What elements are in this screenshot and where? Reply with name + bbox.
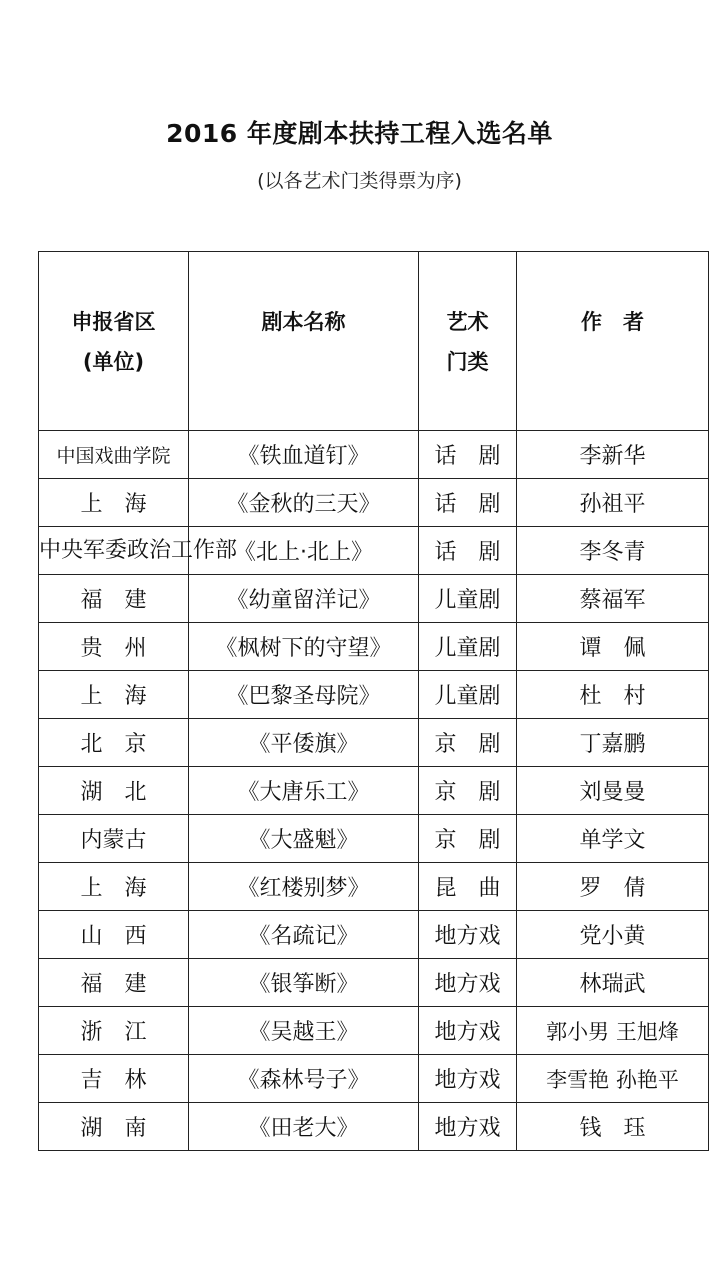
cell-unit: 湖 南 <box>39 1103 189 1151</box>
cell-category: 地方戏 <box>419 911 517 959</box>
cell-unit: 内蒙古 <box>39 815 189 863</box>
cell-category: 京 剧 <box>419 767 517 815</box>
cell-author: 杜 村 <box>517 671 709 719</box>
cell-name: 《巴黎圣母院》 <box>189 671 419 719</box>
table-row <box>39 1055 709 1103</box>
cell-author: 林瑞武 <box>517 959 709 1007</box>
table-row <box>39 671 709 719</box>
cell-unit: 北 京 <box>39 719 189 767</box>
table-header-row <box>39 252 709 431</box>
cell-name: 《大唐乐工》 <box>189 767 419 815</box>
cell-author: 李新华 <box>517 431 709 479</box>
header-category-line2: 门类 <box>446 350 489 374</box>
page-subtitle: (以各艺术门类得票为序) <box>257 170 462 192</box>
cell-unit: 吉 林 <box>39 1055 189 1103</box>
cell-category: 昆 曲 <box>419 863 517 911</box>
header-name-label: 剧本名称 <box>261 310 346 334</box>
cell-name: 《北上·北上》 <box>189 527 419 575</box>
cell-author: 丁嘉鹏 <box>517 719 709 767</box>
header-name <box>189 252 419 431</box>
cell-name: 《幼童留洋记》 <box>189 575 419 623</box>
cell-name: 《红楼别梦》 <box>189 863 419 911</box>
cell-unit: 上 海 <box>39 863 189 911</box>
cell-unit: 湖 北 <box>39 767 189 815</box>
cell-author: 郭小男 王旭烽 <box>517 1007 709 1055</box>
table-row <box>39 767 709 815</box>
cell-category: 京 剧 <box>419 815 517 863</box>
table-row <box>39 911 709 959</box>
cell-unit: 山 西 <box>39 911 189 959</box>
header-author-label: 作 者 <box>581 310 644 334</box>
cell-category: 话 剧 <box>419 479 517 527</box>
cell-name: 《铁血道钉》 <box>189 431 419 479</box>
cell-category: 地方戏 <box>419 1055 517 1103</box>
cell-name: 《大盛魁》 <box>189 815 419 863</box>
cell-unit: 福 建 <box>39 959 189 1007</box>
cell-category: 儿童剧 <box>419 623 517 671</box>
cell-category: 儿童剧 <box>419 575 517 623</box>
cell-category: 话 剧 <box>419 527 517 575</box>
cell-name: 《森林号子》 <box>189 1055 419 1103</box>
cell-name: 《吴越王》 <box>189 1007 419 1055</box>
table-row <box>39 815 709 863</box>
cell-unit: 福 建 <box>39 575 189 623</box>
selection-table <box>38 251 709 1151</box>
cell-category: 地方戏 <box>419 959 517 1007</box>
cell-name: 《枫树下的守望》 <box>189 623 419 671</box>
cell-unit: 贵 州 <box>39 623 189 671</box>
cell-unit: 中央军委政治工作部 <box>39 527 189 575</box>
header-author <box>517 252 709 431</box>
cell-name: 《银筝断》 <box>189 959 419 1007</box>
table-row <box>39 623 709 671</box>
cell-author: 李冬青 <box>517 527 709 575</box>
cell-name: 《名疏记》 <box>189 911 419 959</box>
cell-unit: 上 海 <box>39 671 189 719</box>
cell-name: 《金秋的三天》 <box>189 479 419 527</box>
cell-name: 《田老大》 <box>189 1103 419 1151</box>
cell-category: 地方戏 <box>419 1007 517 1055</box>
cell-author: 单学文 <box>517 815 709 863</box>
cell-name: 《平倭旗》 <box>189 719 419 767</box>
table-row <box>39 575 709 623</box>
table-row <box>39 1103 709 1151</box>
cell-author: 刘曼曼 <box>517 767 709 815</box>
table-row <box>39 431 709 479</box>
cell-category: 京 剧 <box>419 719 517 767</box>
table-row <box>39 1007 709 1055</box>
table-row <box>39 479 709 527</box>
cell-category: 儿童剧 <box>419 671 517 719</box>
page-title: 2016 年度剧本扶持工程入选名单 <box>166 119 553 148</box>
table-row <box>39 863 709 911</box>
cell-author: 钱 珏 <box>517 1103 709 1151</box>
cell-author: 罗 倩 <box>517 863 709 911</box>
header-unit <box>39 252 189 431</box>
header-unit-line1: 申报省区 <box>71 310 156 334</box>
cell-author: 孙祖平 <box>517 479 709 527</box>
cell-category: 地方戏 <box>419 1103 517 1151</box>
cell-author: 党小黄 <box>517 911 709 959</box>
header-unit-line2: (单位) <box>82 350 145 374</box>
cell-author: 李雪艳 孙艳平 <box>517 1055 709 1103</box>
header-category-line1: 艺术 <box>446 310 489 334</box>
header-category <box>419 252 517 431</box>
cell-author: 蔡福军 <box>517 575 709 623</box>
cell-unit: 浙 江 <box>39 1007 189 1055</box>
cell-category: 话 剧 <box>419 431 517 479</box>
table-row <box>39 527 709 575</box>
table-row <box>39 719 709 767</box>
cell-unit: 中国戏曲学院 <box>39 431 189 479</box>
cell-author: 谭 佩 <box>517 623 709 671</box>
table-row <box>39 959 709 1007</box>
cell-unit: 上 海 <box>39 479 189 527</box>
